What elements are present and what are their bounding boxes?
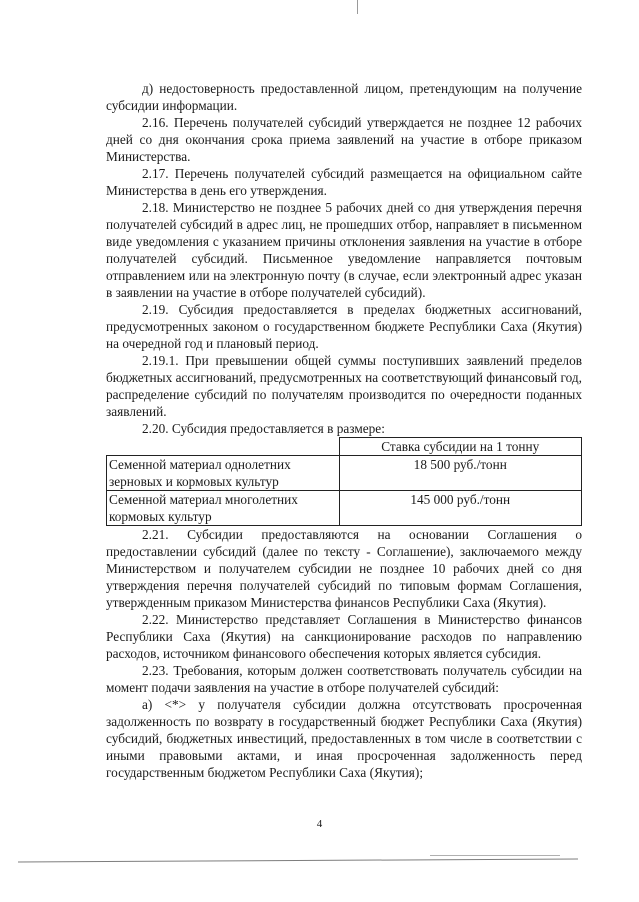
subsidy-rate-table — [106, 437, 582, 526]
paragraph-2-17: 2.17. Перечень получателей субсидий размещается на официальном сайте Министерства в день его утверждения. — [106, 166, 582, 198]
table-cell-rate: 18 500 руб./тонн — [339, 456, 582, 491]
page-number: 4 — [316, 818, 323, 830]
paragraph-2-19-1: 2.19.1. При превышении общей суммы поступивших заявлений пределов бюджетных ассигнований, предусмотренных на соответствующий финансовый год, распределение субсидий по получателям производится по очередности поданных заявлений. — [106, 353, 582, 419]
paragraph-a: а) <*> у получателя субсидии должна отсутствовать просроченная задолженность по возврату в государственный бюджет Республики Саха (Якутия) субсидий, бюджетных инвестиций, предоставленных в том числе в соответствии с иными правовыми актами, и иная просроченная задолженность перед государственным бюджетом Республики Саха (Якутия); — [106, 697, 582, 780]
table-cell-rate: 145 000 руб./тонн — [339, 491, 582, 526]
paragraph-d: д) недостоверность предоставленной лицом, претендующим на получение субсидии информации. — [106, 81, 582, 113]
table-cell-material: Семенной материал многолетних кормовых культур — [107, 491, 340, 526]
scan-artifact-top — [357, 0, 358, 14]
table-header-row — [107, 438, 582, 456]
scan-artifact-bottom — [18, 859, 578, 863]
paragraph-2-22: 2.22. Министерство представляет Соглашения в Министерство финансов Республики Саха (Якутия) на санкционирование расходов по направлению расходов, источником финансового обеспечения которых является субсидия. — [106, 612, 582, 661]
table-row — [107, 456, 582, 491]
paragraph-2-18: 2.18. Министерство не позднее 5 рабочих дней со дня утверждения перечня получателей субсидий в адрес лиц, не прошедших отбор, направляет в письменном виде уведомления с указанием причины отклонения заявления на участие в отборе получателей субсидий. Письменное уведомление направляется почтовым отправлением или на электронную почту (в случае, если электронный адрес указан в заявлении на участие в отборе получателей субсидий). — [106, 200, 582, 300]
table-row — [107, 491, 582, 526]
document-body — [106, 80, 582, 781]
paragraph-2-16: 2.16. Перечень получателей субсидий утверждается не позднее 12 рабочих дней со дня окончания срока приема заявлений на участие в отборе приказом Министерства. — [106, 115, 582, 164]
table-header-rate: Ставка субсидии на 1 тонну — [339, 438, 582, 456]
paragraph-2-20: 2.20. Субсидия предоставляется в размере: — [142, 421, 385, 436]
table-header-empty-cell — [107, 438, 340, 456]
table-cell-material: Семенной материал однолетних зерновых и кормовых культур — [107, 456, 340, 491]
scan-artifact-bottom-short — [430, 855, 560, 856]
paragraph-2-23: 2.23. Требования, которым должен соответствовать получатель субсидии на момент подачи заявления на участие в отборе получателей субсидий: — [106, 663, 582, 695]
paragraph-2-21: 2.21. Субсидии предоставляются на основании Соглашения о предоставлении субсидий (далее по тексту - Соглашение), заключаемого между Министерством и получателем субсидии не позднее 10 рабочих дней со дня утверждения перечня получателей субсидий по типовым формам Соглашения, утвержденным приказом Министерства финансов Республики Саха (Якутия). — [106, 527, 582, 610]
paragraph-2-19: 2.19. Субсидия предоставляется в пределах бюджетных ассигнований, предусмотренных законом о государственном бюджете Республики Саха (Якутия) на очередной год и плановый период. — [106, 302, 582, 351]
